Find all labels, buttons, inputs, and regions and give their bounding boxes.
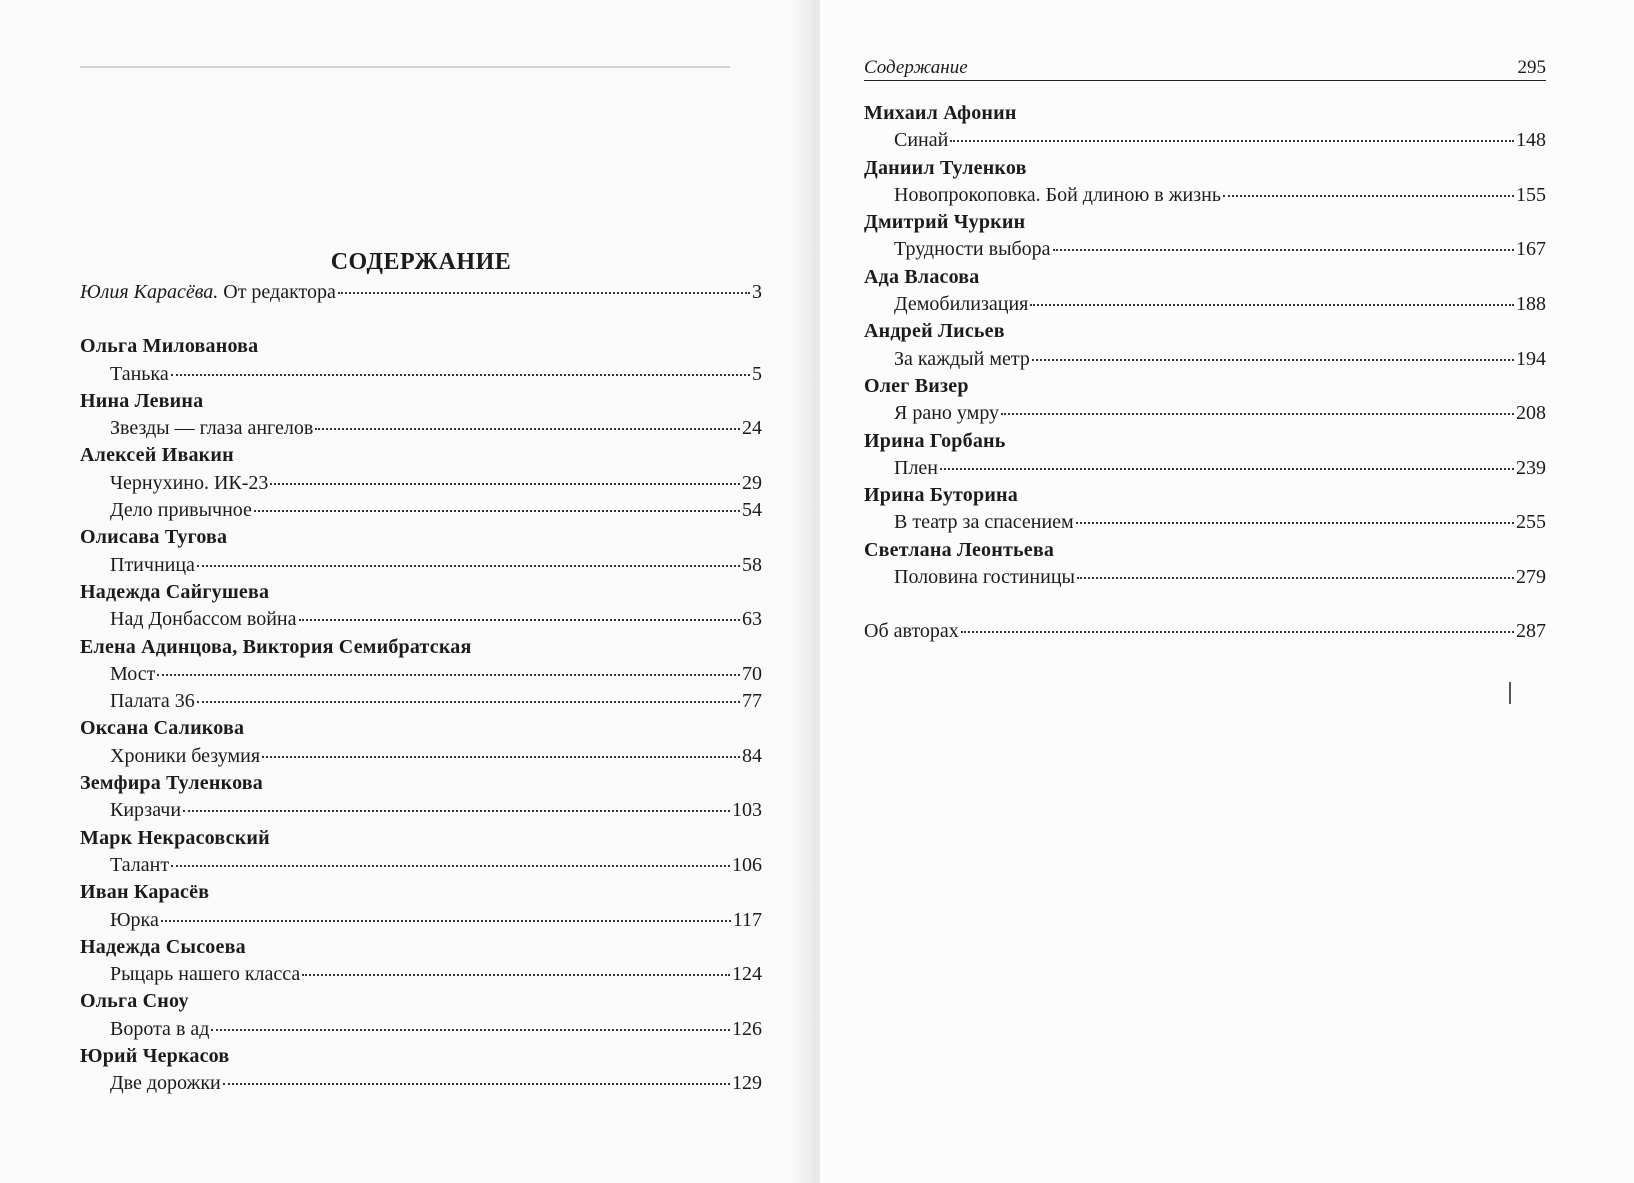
toc-entry-row <box>864 346 1546 373</box>
page-number: 58 <box>742 553 762 576</box>
toc-author: Иван Карасёв <box>80 881 210 904</box>
toc-author: Юрий Черкасов <box>80 1045 230 1068</box>
page-number: 287 <box>1516 620 1546 643</box>
toc-work-title: Демобилизация <box>894 293 1029 316</box>
toc-right <box>864 100 1546 646</box>
toc-entry-row <box>80 415 762 442</box>
toc-left <box>80 246 762 1098</box>
toc-entry-row <box>864 236 1546 263</box>
page-number: 117 <box>732 908 762 931</box>
toc-work-title: Над Донбассом война <box>110 608 297 631</box>
page-number: 3 <box>752 281 762 303</box>
page-number: 167 <box>1516 238 1546 261</box>
toc-work-title: Звезды — глаза ангелов <box>110 417 314 440</box>
toc-entry-row <box>80 797 762 824</box>
running-head-title: Содержание <box>864 57 968 78</box>
toc-entry-row <box>864 291 1546 318</box>
dot-leader <box>171 865 730 867</box>
toc-work-title: Дело привычное <box>110 499 252 522</box>
dot-leader <box>211 1029 730 1031</box>
page-number: 194 <box>1516 347 1546 370</box>
toc-entries-right <box>864 100 1546 591</box>
toc-work-title: Хроники безумия <box>110 744 261 767</box>
toc-entry-row <box>864 564 1546 591</box>
toc-work-title: Две дорожки <box>110 1072 221 1095</box>
toc-entry-row <box>80 470 762 497</box>
toc-work-title: Птичница <box>110 553 195 576</box>
toc-author: Надежда Сысоева <box>80 935 246 958</box>
page-number: 5 <box>752 362 762 385</box>
toc-entry-row <box>864 455 1546 482</box>
dot-leader <box>223 1083 730 1085</box>
page-number: 279 <box>1516 566 1546 589</box>
spacer <box>80 306 762 333</box>
page-number: 126 <box>732 1017 762 1040</box>
page-number: 208 <box>1516 402 1546 425</box>
page-number: 84 <box>742 744 762 767</box>
dot-leader <box>183 810 730 812</box>
toc-work-title: Чернухино. ИК-23 <box>110 471 269 494</box>
dot-leader <box>1053 249 1514 251</box>
toc-entry-row <box>864 127 1546 154</box>
toc-author: Дмитрий Чуркин <box>864 211 1026 234</box>
toc-entries-left <box>80 333 762 1097</box>
toc-author: Андрей Лисьев <box>864 320 1005 343</box>
preface-author: Юлия Карасёва. <box>80 281 219 303</box>
toc-work-title: Синай <box>894 129 949 152</box>
toc-entry-row <box>80 1070 762 1097</box>
dot-leader <box>1032 359 1514 361</box>
dot-leader <box>157 674 740 676</box>
toc-entry-row <box>80 961 762 988</box>
toc-heading: СОДЕРЖАНИЕ <box>330 249 512 275</box>
toc-author: Ирина Буторина <box>864 484 1018 507</box>
spacer <box>864 591 1546 618</box>
toc-work-title: Кирзачи <box>110 799 182 822</box>
toc-entry-row <box>80 852 762 879</box>
toc-author: Олисава Тугова <box>80 526 228 549</box>
page-folio: 295 <box>1517 57 1546 78</box>
page-number: 124 <box>732 963 762 986</box>
preface-title: От редактора <box>223 281 336 303</box>
dot-leader <box>299 619 740 621</box>
page-number: 103 <box>732 799 762 822</box>
toc-about-row <box>864 618 1546 645</box>
page-number: 255 <box>1516 511 1546 534</box>
toc-author: Нина Левина <box>80 389 204 412</box>
page-number: 29 <box>742 471 762 494</box>
toc-entry-row <box>864 400 1546 427</box>
toc-entry-row <box>80 1016 762 1043</box>
toc-author: Елена Адинцова, Виктория Семибратская <box>80 635 472 658</box>
bleed-through-mark <box>1509 682 1511 704</box>
page-number: 155 <box>1516 183 1546 206</box>
dot-leader <box>262 756 740 758</box>
toc-author: Земфира Туленкова <box>80 772 263 795</box>
toc-entry-row <box>80 743 762 770</box>
toc-entry-row <box>80 606 762 633</box>
toc-author: Марк Некрасовский <box>80 826 270 849</box>
toc-work-title: За каждый метр <box>894 347 1030 370</box>
dot-leader <box>197 565 740 567</box>
toc-work-title: Трудности выбора <box>894 238 1051 261</box>
page-number: 63 <box>742 608 762 631</box>
toc-entry-row <box>80 907 762 934</box>
dot-leader <box>161 920 731 922</box>
page-number: 239 <box>1516 456 1546 479</box>
toc-work-title: Рыцарь нашего класса <box>110 963 301 986</box>
toc-author: Даниил Туленков <box>864 156 1027 179</box>
toc-author: Ада Власова <box>864 265 980 288</box>
dot-leader <box>315 428 740 430</box>
dot-leader <box>940 468 1514 470</box>
toc-work-title: Новопрокоповка. Бой длиною в жизнь <box>894 183 1221 206</box>
toc-preface-row <box>80 279 762 306</box>
toc-work-title: Танька <box>110 362 169 385</box>
toc-author: Михаил Афонин <box>864 102 1017 124</box>
dot-leader <box>1030 304 1514 306</box>
page-number: 148 <box>1516 129 1546 152</box>
toc-work-title: Мост <box>110 662 156 685</box>
toc-entry-row <box>80 661 762 688</box>
dot-leader <box>1077 577 1514 579</box>
toc-work-title: Плен <box>894 456 939 479</box>
toc-entry-row <box>80 688 762 715</box>
page-number: 54 <box>742 499 762 522</box>
dot-leader <box>1076 522 1514 524</box>
toc-work-title: Палата 36 <box>110 690 195 713</box>
page-number: 77 <box>742 690 762 713</box>
toc-work-title: Я рано умру <box>894 402 1000 425</box>
dot-leader <box>302 974 730 976</box>
about-title: Об авторах <box>864 620 959 643</box>
dot-leader <box>961 631 1514 633</box>
toc-entry-row <box>80 552 762 579</box>
toc-author: Олег Визер <box>864 374 969 397</box>
toc-author: Ирина Горбань <box>864 429 1006 452</box>
toc-author: Ольга Сноу <box>80 990 189 1013</box>
toc-entry-row <box>80 361 762 388</box>
dot-leader <box>171 374 750 376</box>
dot-leader <box>1223 195 1514 197</box>
page-number: 106 <box>732 853 762 876</box>
toc-work-title: Талант <box>110 853 170 876</box>
toc-author: Алексей Ивакин <box>80 444 234 467</box>
bleed-through-rule <box>80 66 730 68</box>
toc-author: Оксана Саликова <box>80 717 245 740</box>
toc-work-title: Ворота в ад <box>110 1017 210 1040</box>
page-number: 188 <box>1516 293 1546 316</box>
toc-work-title: В театр за спасением <box>894 511 1074 534</box>
dot-leader <box>197 701 740 703</box>
toc-author: Светлана Леонтьева <box>864 538 1055 561</box>
toc-entry-row <box>80 497 762 524</box>
toc-entry-row <box>864 509 1546 536</box>
page-number: 129 <box>732 1072 762 1095</box>
dot-leader <box>1001 413 1514 415</box>
dot-leader <box>254 510 740 512</box>
toc-work-title: Юрка <box>110 908 159 931</box>
running-head <box>864 52 1546 81</box>
toc-entry-row <box>864 182 1546 209</box>
toc-author: Надежда Сайгушева <box>80 580 270 603</box>
dot-leader <box>270 483 740 485</box>
toc-author: Ольга Милованова <box>80 335 259 358</box>
dot-leader <box>950 140 1514 142</box>
page-number: 70 <box>742 662 762 685</box>
page-number: 24 <box>742 417 762 440</box>
toc-work-title: Половина гостиницы <box>894 566 1075 589</box>
dot-leader <box>338 292 750 294</box>
